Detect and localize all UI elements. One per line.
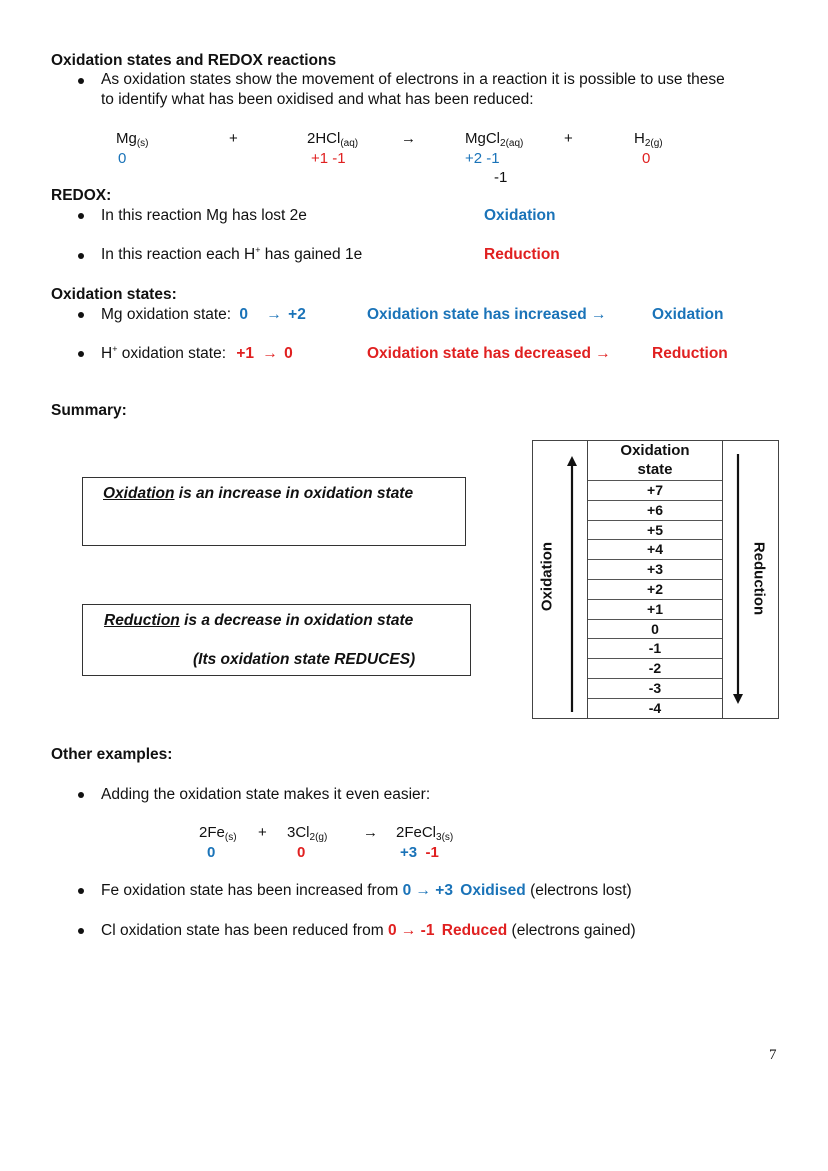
redox-reduction-label: Reduction	[484, 246, 560, 263]
reduction-definition: Reduction is a decrease in oxidation state	[104, 612, 414, 629]
scale-oxidation-label: Oxidation	[538, 541, 556, 612]
summary-box-oxidation	[82, 477, 466, 546]
eq2-cl2-os: 0	[297, 844, 306, 861]
bullet-marker	[78, 351, 84, 357]
page-title: Oxidation states and REDOX reactions	[51, 52, 337, 69]
redox-line-1: In this reaction Mg has lost 2e	[101, 207, 307, 224]
eq1-h2-os: 0	[642, 150, 651, 167]
redox-oxidation-label: Oxidation	[484, 207, 556, 224]
other-heading: Other examples:	[51, 746, 173, 763]
ox-row-1-result: Oxidation	[652, 306, 724, 323]
bullet-marker	[78, 312, 84, 318]
eq1-mgcl2-os2: -1	[494, 169, 508, 186]
eq2-arrow: →	[363, 824, 378, 841]
scale-value: +7	[588, 480, 722, 500]
redox-heading: REDOX:	[51, 187, 112, 204]
eq1-mgcl2-os: +2 -1	[465, 150, 500, 167]
eq2-fe: $2Fe_{(s)}$	[199, 824, 237, 843]
scale-value: -1	[588, 638, 722, 658]
scale-value: +1	[588, 599, 722, 619]
ox-row-1-desc: Oxidation state has increased →	[367, 306, 607, 323]
page-number: 7	[769, 1047, 777, 1063]
bullet-marker	[78, 792, 84, 798]
eq1-hcl: 2HCl$_{(aq)}$	[307, 130, 359, 149]
down-arrow-icon	[731, 452, 745, 706]
summary-box-reduction	[82, 604, 471, 676]
scale-value: +6	[588, 500, 722, 520]
scale-value: +4	[588, 539, 722, 559]
bullet-marker	[78, 213, 84, 219]
intro-line-2: to identify what has been oxidised and what has been reduced:	[101, 91, 534, 108]
scale-value: +3	[588, 559, 722, 579]
scale-value: +2	[588, 579, 722, 599]
eq1-plus: +	[229, 130, 238, 147]
eq1-h2: $H_{2(g)}$	[634, 130, 663, 149]
ox-row-2: H+ oxidation state: +1 → 0	[101, 344, 293, 362]
eq2-fe-os: 0	[207, 844, 216, 861]
redox-line-2: In this reaction each H+ has gained 1e	[101, 245, 363, 263]
reduction-note: (Its oxidation state REDUCES)	[193, 651, 416, 668]
scale-reduction-label: Reduction	[750, 541, 768, 616]
eq2-cl2: $3Cl_{2(g)}$	[287, 824, 328, 843]
bullet-marker	[78, 78, 84, 84]
scale-divider-right	[722, 440, 723, 718]
eq2-fecl3-os: +3 -1	[400, 844, 439, 861]
other-bullet-1: Adding the oxidation state makes it even easier:	[101, 786, 431, 803]
eq1-hcl-os: +1 -1	[311, 150, 346, 167]
ox-row-1: Mg oxidation state: 0 → +2	[101, 306, 306, 323]
eq1-arrow: →	[401, 130, 416, 147]
ox-row-2-desc: Oxidation state has decreased →	[367, 345, 611, 362]
fe-line: Fe oxidation state has been increased from 0 → +3 Oxidised (electrons lost)	[101, 882, 632, 899]
eq2-plus: +	[258, 824, 267, 841]
scale-value: +5	[588, 520, 722, 540]
summary-heading: Summary:	[51, 402, 127, 419]
up-arrow-icon	[565, 454, 579, 714]
ox-row-2-result: Reduction	[652, 345, 728, 362]
bullet-marker	[78, 928, 84, 934]
bullet-marker	[78, 253, 84, 259]
bullet-marker	[78, 888, 84, 894]
scale-value: -2	[588, 658, 722, 678]
eq1-mg: $Mg_{(s)}$	[116, 130, 149, 149]
ox-states-heading: Oxidation states:	[51, 286, 177, 303]
scale-value: -4	[588, 698, 722, 718]
eq2-fecl3: 2FeCl$_{3(s)}$	[396, 824, 454, 843]
intro-line-1: As oxidation states show the movement of electrons in a reaction it is possible to use these	[101, 71, 725, 88]
scale-header: Oxidation state	[620, 442, 690, 478]
scale-value: 0	[588, 619, 722, 639]
eq1-mg-os: 0	[118, 150, 127, 167]
eq1-mgcl2: MgCl$_{2(aq)}$	[465, 130, 524, 149]
eq1-plus-2: +	[564, 130, 573, 147]
scale-value: -3	[588, 678, 722, 698]
cl-line: Cl oxidation state has been reduced from 0 → -1 Reduced (electrons gained)	[101, 922, 636, 939]
oxidation-definition: Oxidation is an increase in oxidation state	[103, 485, 414, 502]
